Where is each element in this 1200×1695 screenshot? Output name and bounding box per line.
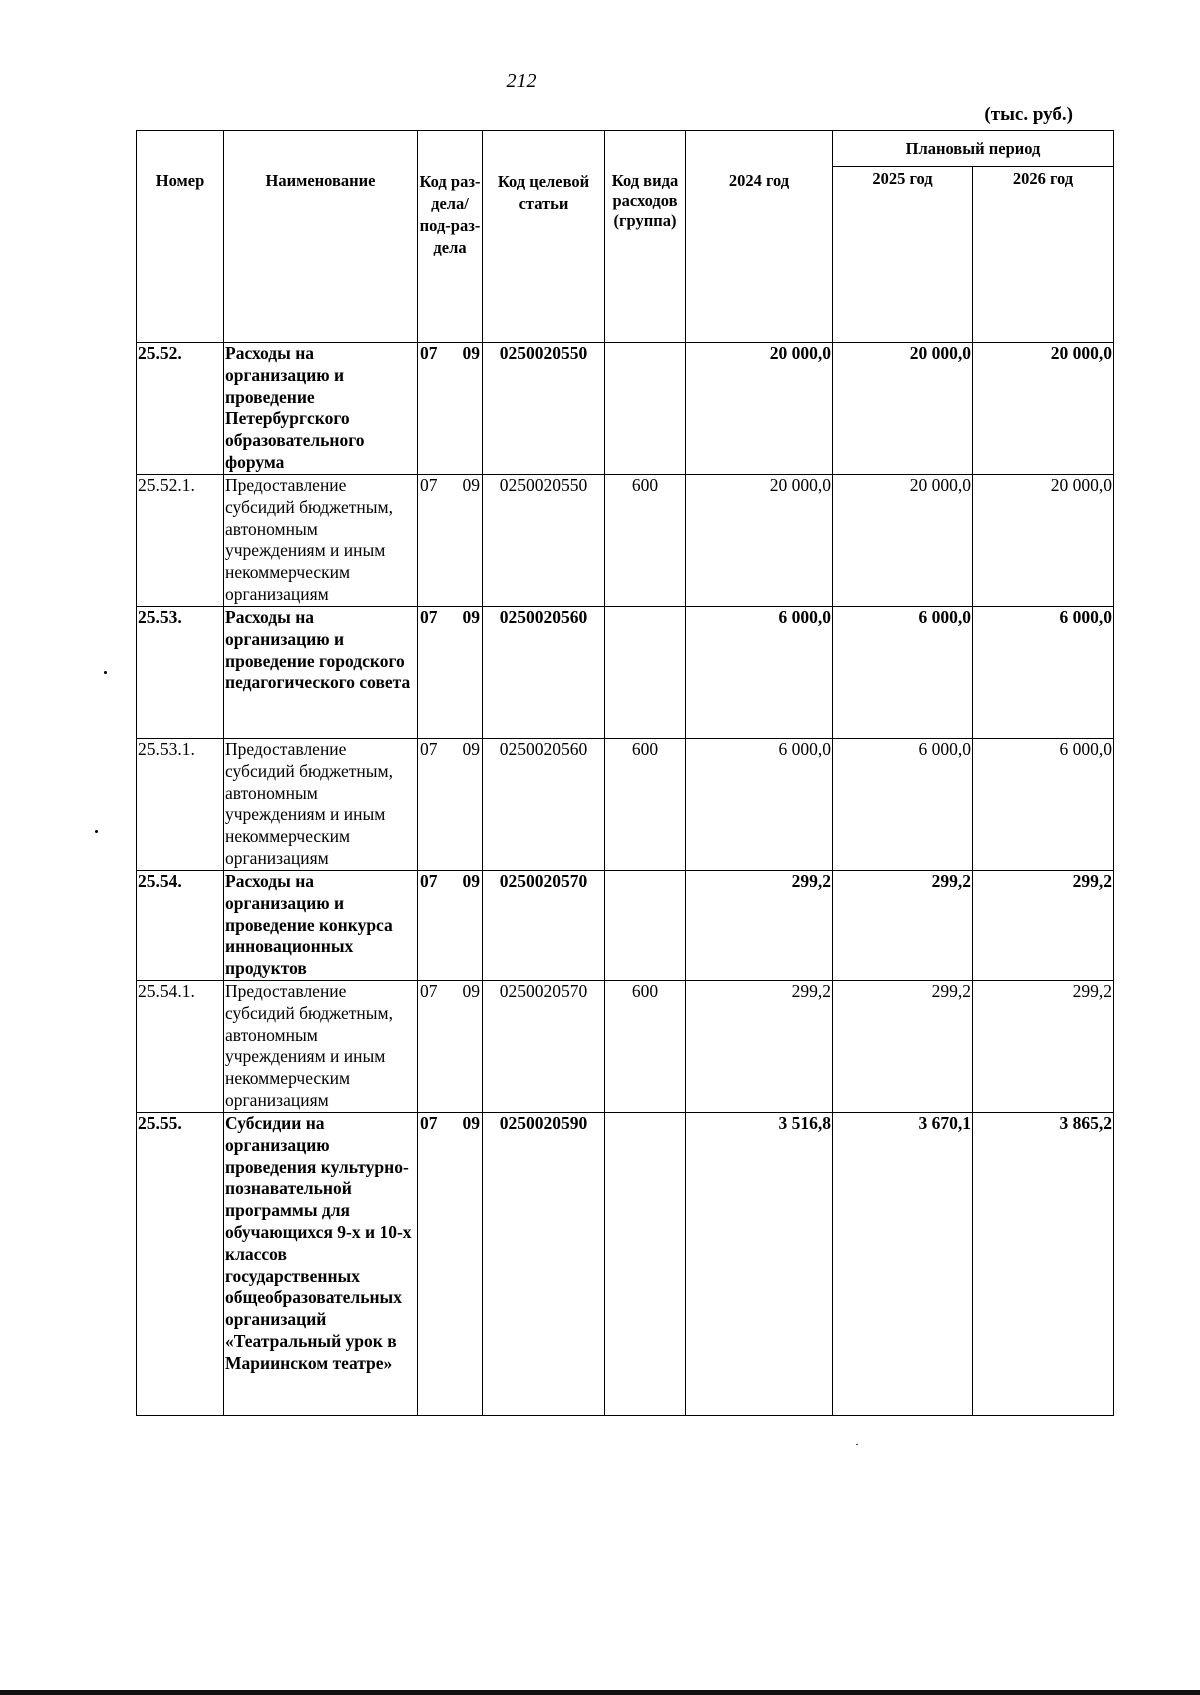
- row-target-code: 0250020590: [483, 1113, 605, 1416]
- row-target-code: 0250020570: [483, 981, 605, 1113]
- row-name: Предоставление субсидий бюджетным, автономным учреждениям и иным некоммерческим организациям: [224, 475, 418, 607]
- row-group-code: 600: [605, 475, 686, 607]
- table-row: [137, 475, 1114, 607]
- header-planned-period: Плановый период: [833, 131, 1114, 167]
- row-podrazdel: 09: [462, 1113, 480, 1133]
- row-number: 25.54.1.: [137, 981, 224, 1113]
- row-value-2026: 3 865,2: [973, 1113, 1114, 1416]
- row-razdel: 07: [420, 475, 438, 495]
- row-value-2024: 299,2: [686, 871, 833, 981]
- row-podrazdel: 09: [462, 475, 480, 495]
- row-razdel: 07: [420, 981, 438, 1001]
- units-label: (тыс. руб.): [984, 104, 1073, 125]
- row-value-2026: 6 000,0: [973, 739, 1114, 871]
- row-value-2026: 299,2: [973, 871, 1114, 981]
- row-section-code: [418, 981, 483, 1113]
- header-section-code: Код раз-дела/ под-раз-дела: [418, 131, 483, 343]
- row-section-code: [418, 607, 483, 739]
- row-razdel: 07: [420, 1113, 438, 1133]
- row-group-code: 600: [605, 739, 686, 871]
- row-value-2024: 3 516,8: [686, 1113, 833, 1416]
- row-podrazdel: 09: [462, 871, 480, 891]
- scan-dot: [104, 671, 107, 674]
- row-number: 25.53.1.: [137, 739, 224, 871]
- row-name: Расходы на организацию и проведение городского педагогического совета: [224, 607, 418, 739]
- row-value-2026: 20 000,0: [973, 343, 1114, 475]
- row-name: Расходы на организацию и проведение Петербургского образовательного форума: [224, 343, 418, 475]
- row-value-2024: 299,2: [686, 981, 833, 1113]
- row-value-2025: 299,2: [833, 981, 973, 1113]
- row-group-code: [605, 343, 686, 475]
- row-section-code: [418, 739, 483, 871]
- scan-dot: [95, 830, 98, 833]
- row-razdel: 07: [420, 607, 438, 627]
- table-row: [137, 343, 1114, 475]
- budget-table: [136, 130, 1114, 1416]
- row-target-code: 0250020570: [483, 871, 605, 981]
- row-section-code: [418, 1113, 483, 1416]
- row-value-2025: 20 000,0: [833, 475, 973, 607]
- row-section-code: [418, 475, 483, 607]
- row-value-2024: 6 000,0: [686, 607, 833, 739]
- row-value-2024: 6 000,0: [686, 739, 833, 871]
- row-value-2026: 6 000,0: [973, 607, 1114, 739]
- header-year-2024: 2024 год: [686, 131, 833, 343]
- row-target-code: 0250020550: [483, 343, 605, 475]
- header-number: Номер: [137, 131, 224, 343]
- row-value-2025: 20 000,0: [833, 343, 973, 475]
- header-year-2026: 2026 год: [973, 167, 1114, 343]
- row-number: 25.52.1.: [137, 475, 224, 607]
- row-name: Субсидии на организацию проведения культурно-познавательной программы для обучающихся 9-х и 10-х классов государственных общеобразовательных организаций «Театральный урок в Мариинском театре»: [224, 1113, 418, 1416]
- table-row: [137, 739, 1114, 871]
- row-podrazdel: 09: [462, 981, 480, 1001]
- row-number: 25.52.: [137, 343, 224, 475]
- row-section-code: [418, 343, 483, 475]
- row-value-2025: 6 000,0: [833, 739, 973, 871]
- table-row: [137, 981, 1114, 1113]
- page-number: 212: [506, 70, 537, 92]
- row-podrazdel: 09: [462, 607, 480, 627]
- table-row: [137, 607, 1114, 739]
- row-target-code: 0250020560: [483, 739, 605, 871]
- row-number: 25.53.: [137, 607, 224, 739]
- row-group-code: [605, 1113, 686, 1416]
- header-expense-type-code: Код вида расходов (группа): [605, 131, 686, 343]
- row-value-2026: 20 000,0: [973, 475, 1114, 607]
- row-value-2025: 3 670,1: [833, 1113, 973, 1416]
- scan-edge: [0, 1690, 1200, 1695]
- table-row: [137, 1113, 1114, 1416]
- row-value-2024: 20 000,0: [686, 343, 833, 475]
- row-value-2025: 6 000,0: [833, 607, 973, 739]
- header-name: Наименование: [224, 131, 418, 343]
- row-group-code: [605, 871, 686, 981]
- row-name: Расходы на организацию и проведение конкурса инновационных продуктов: [224, 871, 418, 981]
- row-name: Предоставление субсидий бюджетным, автономным учреждениям и иным некоммерческим организациям: [224, 981, 418, 1113]
- header-year-2025: 2025 год: [833, 167, 973, 343]
- row-value-2025: 299,2: [833, 871, 973, 981]
- row-number: 25.55.: [137, 1113, 224, 1416]
- row-target-code: 0250020550: [483, 475, 605, 607]
- row-razdel: 07: [420, 343, 438, 363]
- row-value-2024: 20 000,0: [686, 475, 833, 607]
- row-section-code: [418, 871, 483, 981]
- row-number: 25.54.: [137, 871, 224, 981]
- row-podrazdel: 09: [462, 739, 480, 759]
- header-target-code: Код целевой статьи: [483, 131, 605, 343]
- scan-dot: [856, 1444, 858, 1445]
- row-group-code: 600: [605, 981, 686, 1113]
- row-name: Предоставление субсидий бюджетным, автономным учреждениям и иным некоммерческим организациям: [224, 739, 418, 871]
- row-group-code: [605, 607, 686, 739]
- table-row: [137, 871, 1114, 981]
- row-value-2026: 299,2: [973, 981, 1114, 1113]
- row-target-code: 0250020560: [483, 607, 605, 739]
- row-podrazdel: 09: [462, 343, 480, 363]
- row-razdel: 07: [420, 739, 438, 759]
- row-razdel: 07: [420, 871, 438, 891]
